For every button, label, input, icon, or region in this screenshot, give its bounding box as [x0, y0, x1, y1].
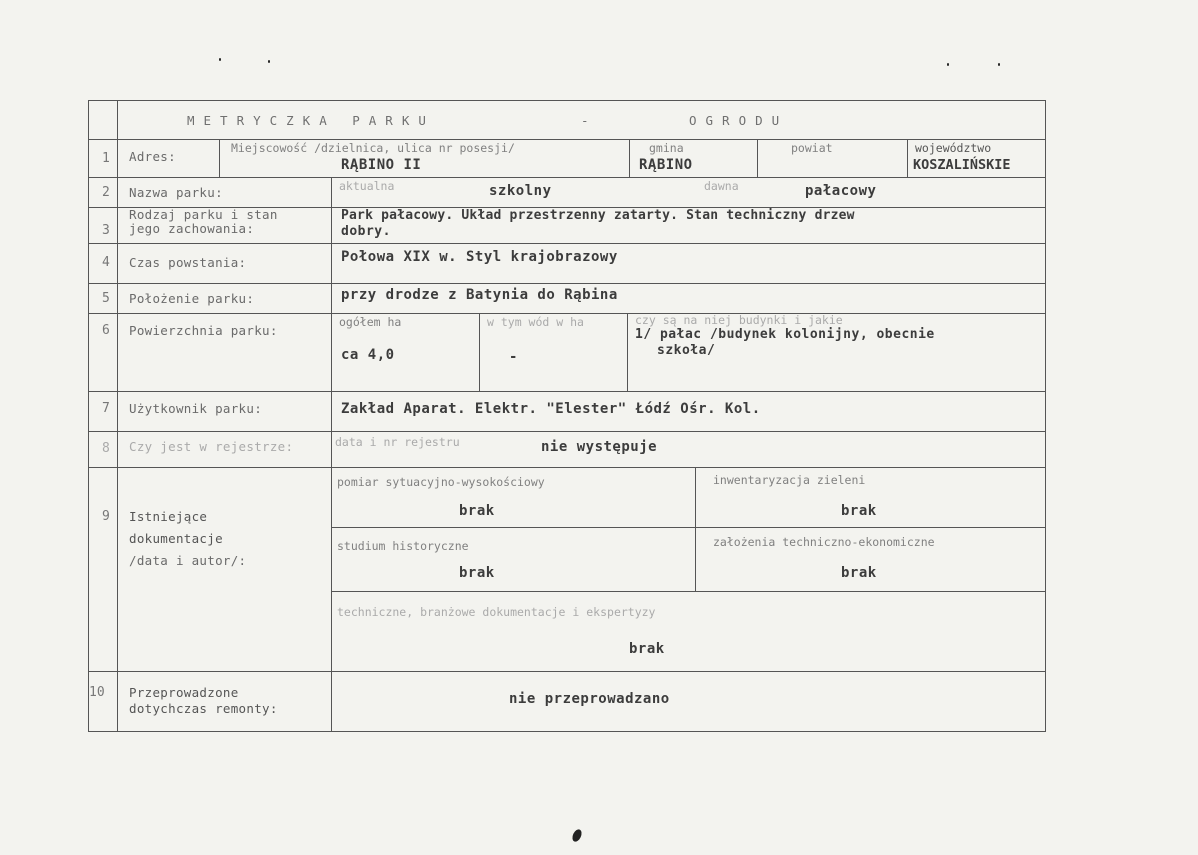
renovations-value: nie przeprowadzano	[509, 691, 670, 707]
water-area-value: -	[509, 349, 518, 365]
location-label: Położenie parku:	[129, 291, 255, 306]
gmina-label: gmina	[649, 141, 684, 155]
tech-econ-value: brak	[841, 565, 877, 581]
documentation-label-line1: Istniejące	[129, 509, 208, 524]
total-area-value: ca 4,0	[341, 347, 395, 363]
creation-value: Połowa XIX w. Styl krajobrazowy	[341, 249, 618, 265]
row-number: 4	[102, 255, 110, 270]
current-name-label: aktualna	[339, 179, 395, 193]
renovations-label-line2: dotychczas remonty:	[129, 701, 278, 716]
documentation-label-line3: /data i autor/:	[129, 553, 247, 568]
survey-value: brak	[459, 503, 495, 519]
paper-mark	[998, 63, 1000, 66]
current-name-value: szkolny	[489, 183, 552, 199]
paper-mark	[268, 60, 270, 63]
tech-econ-label: założenia techniczno-ekonomiczne	[713, 535, 935, 549]
park-name-label: Nazwa parku:	[129, 185, 223, 200]
former-name-value: pałacowy	[805, 183, 877, 199]
record-form	[88, 100, 1046, 732]
buildings-label: czy są na niej budynki i jakie	[635, 313, 843, 327]
type-condition-line2: dobry.	[341, 224, 391, 239]
powiat-label: powiat	[791, 141, 833, 155]
registry-value: nie występuje	[541, 439, 658, 455]
row-number: 10	[89, 685, 105, 700]
type-condition-line1: Park pałacowy. Układ przestrzenny zatarty. Stan techniczny drzew	[341, 208, 855, 223]
user-label: Użytkownik parku:	[129, 401, 263, 416]
technical-docs-label: techniczne, branżowe dokumentacje i ekspertyzy	[337, 605, 656, 619]
registry-label: Czy jest w rejestrze:	[129, 439, 294, 454]
technical-docs-value: brak	[629, 641, 665, 657]
row-number: 1	[102, 151, 110, 166]
water-area-label: w tym wód w ha	[487, 315, 584, 329]
renovations-label-line1: Przeprowadzone	[129, 685, 239, 700]
location-value: przy drodze z Batynia do Rąbina	[341, 287, 618, 303]
row-number: 2	[102, 185, 110, 200]
locality-value: RĄBINO II	[341, 157, 422, 173]
type-label-line1: Rodzaj parku i stan	[129, 207, 278, 222]
paper-mark	[947, 63, 949, 66]
area-label: Powierzchnia parku:	[129, 323, 278, 338]
type-label-line2: jego zachowania:	[129, 221, 255, 236]
documentation-label-line2: dokumentacje	[129, 531, 223, 546]
gmina-value: RĄBINO	[639, 157, 693, 173]
buildings-line2: szkoła/	[657, 343, 716, 358]
title-dash: -	[581, 113, 598, 128]
wojewodztwo-label: województwo	[915, 141, 992, 155]
row-number: 7	[102, 401, 110, 416]
ink-blot	[571, 828, 584, 843]
survey-label: pomiar sytuacyjno-wysokościowy	[337, 475, 545, 489]
user-value: Zakład Aparat. Elektr. "Elester" Łódź Ośr. Kol.	[341, 401, 761, 417]
row-number: 5	[102, 291, 110, 306]
row-number: 8	[102, 441, 110, 456]
total-area-label: ogółem ha	[339, 315, 402, 329]
history-value: brak	[459, 565, 495, 581]
wojewodztwo-value: KOSZALIŃSKIE	[913, 157, 1011, 173]
creation-label: Czas powstania:	[129, 255, 247, 270]
paper-mark	[219, 58, 221, 61]
address-label: Adres:	[129, 149, 176, 164]
history-label: studium historyczne	[337, 539, 469, 553]
former-name-label: dawna	[704, 179, 739, 193]
greenery-value: brak	[841, 503, 877, 519]
row-number: 9	[102, 509, 110, 524]
registry-field-label: data i nr rejestru	[335, 435, 460, 449]
buildings-line1: 1/ pałac /budynek kolonijny, obecnie	[635, 327, 935, 342]
form-subtitle: OGRODU	[689, 113, 789, 128]
row-number: 6	[102, 323, 110, 338]
greenery-label: inwentaryzacja zieleni	[713, 473, 866, 487]
locality-label: Miejscowość /dzielnica, ulica nr posesji/	[231, 141, 515, 155]
form-title: METRYCZKA PARKU	[187, 113, 435, 128]
row-number: 3	[102, 223, 110, 238]
